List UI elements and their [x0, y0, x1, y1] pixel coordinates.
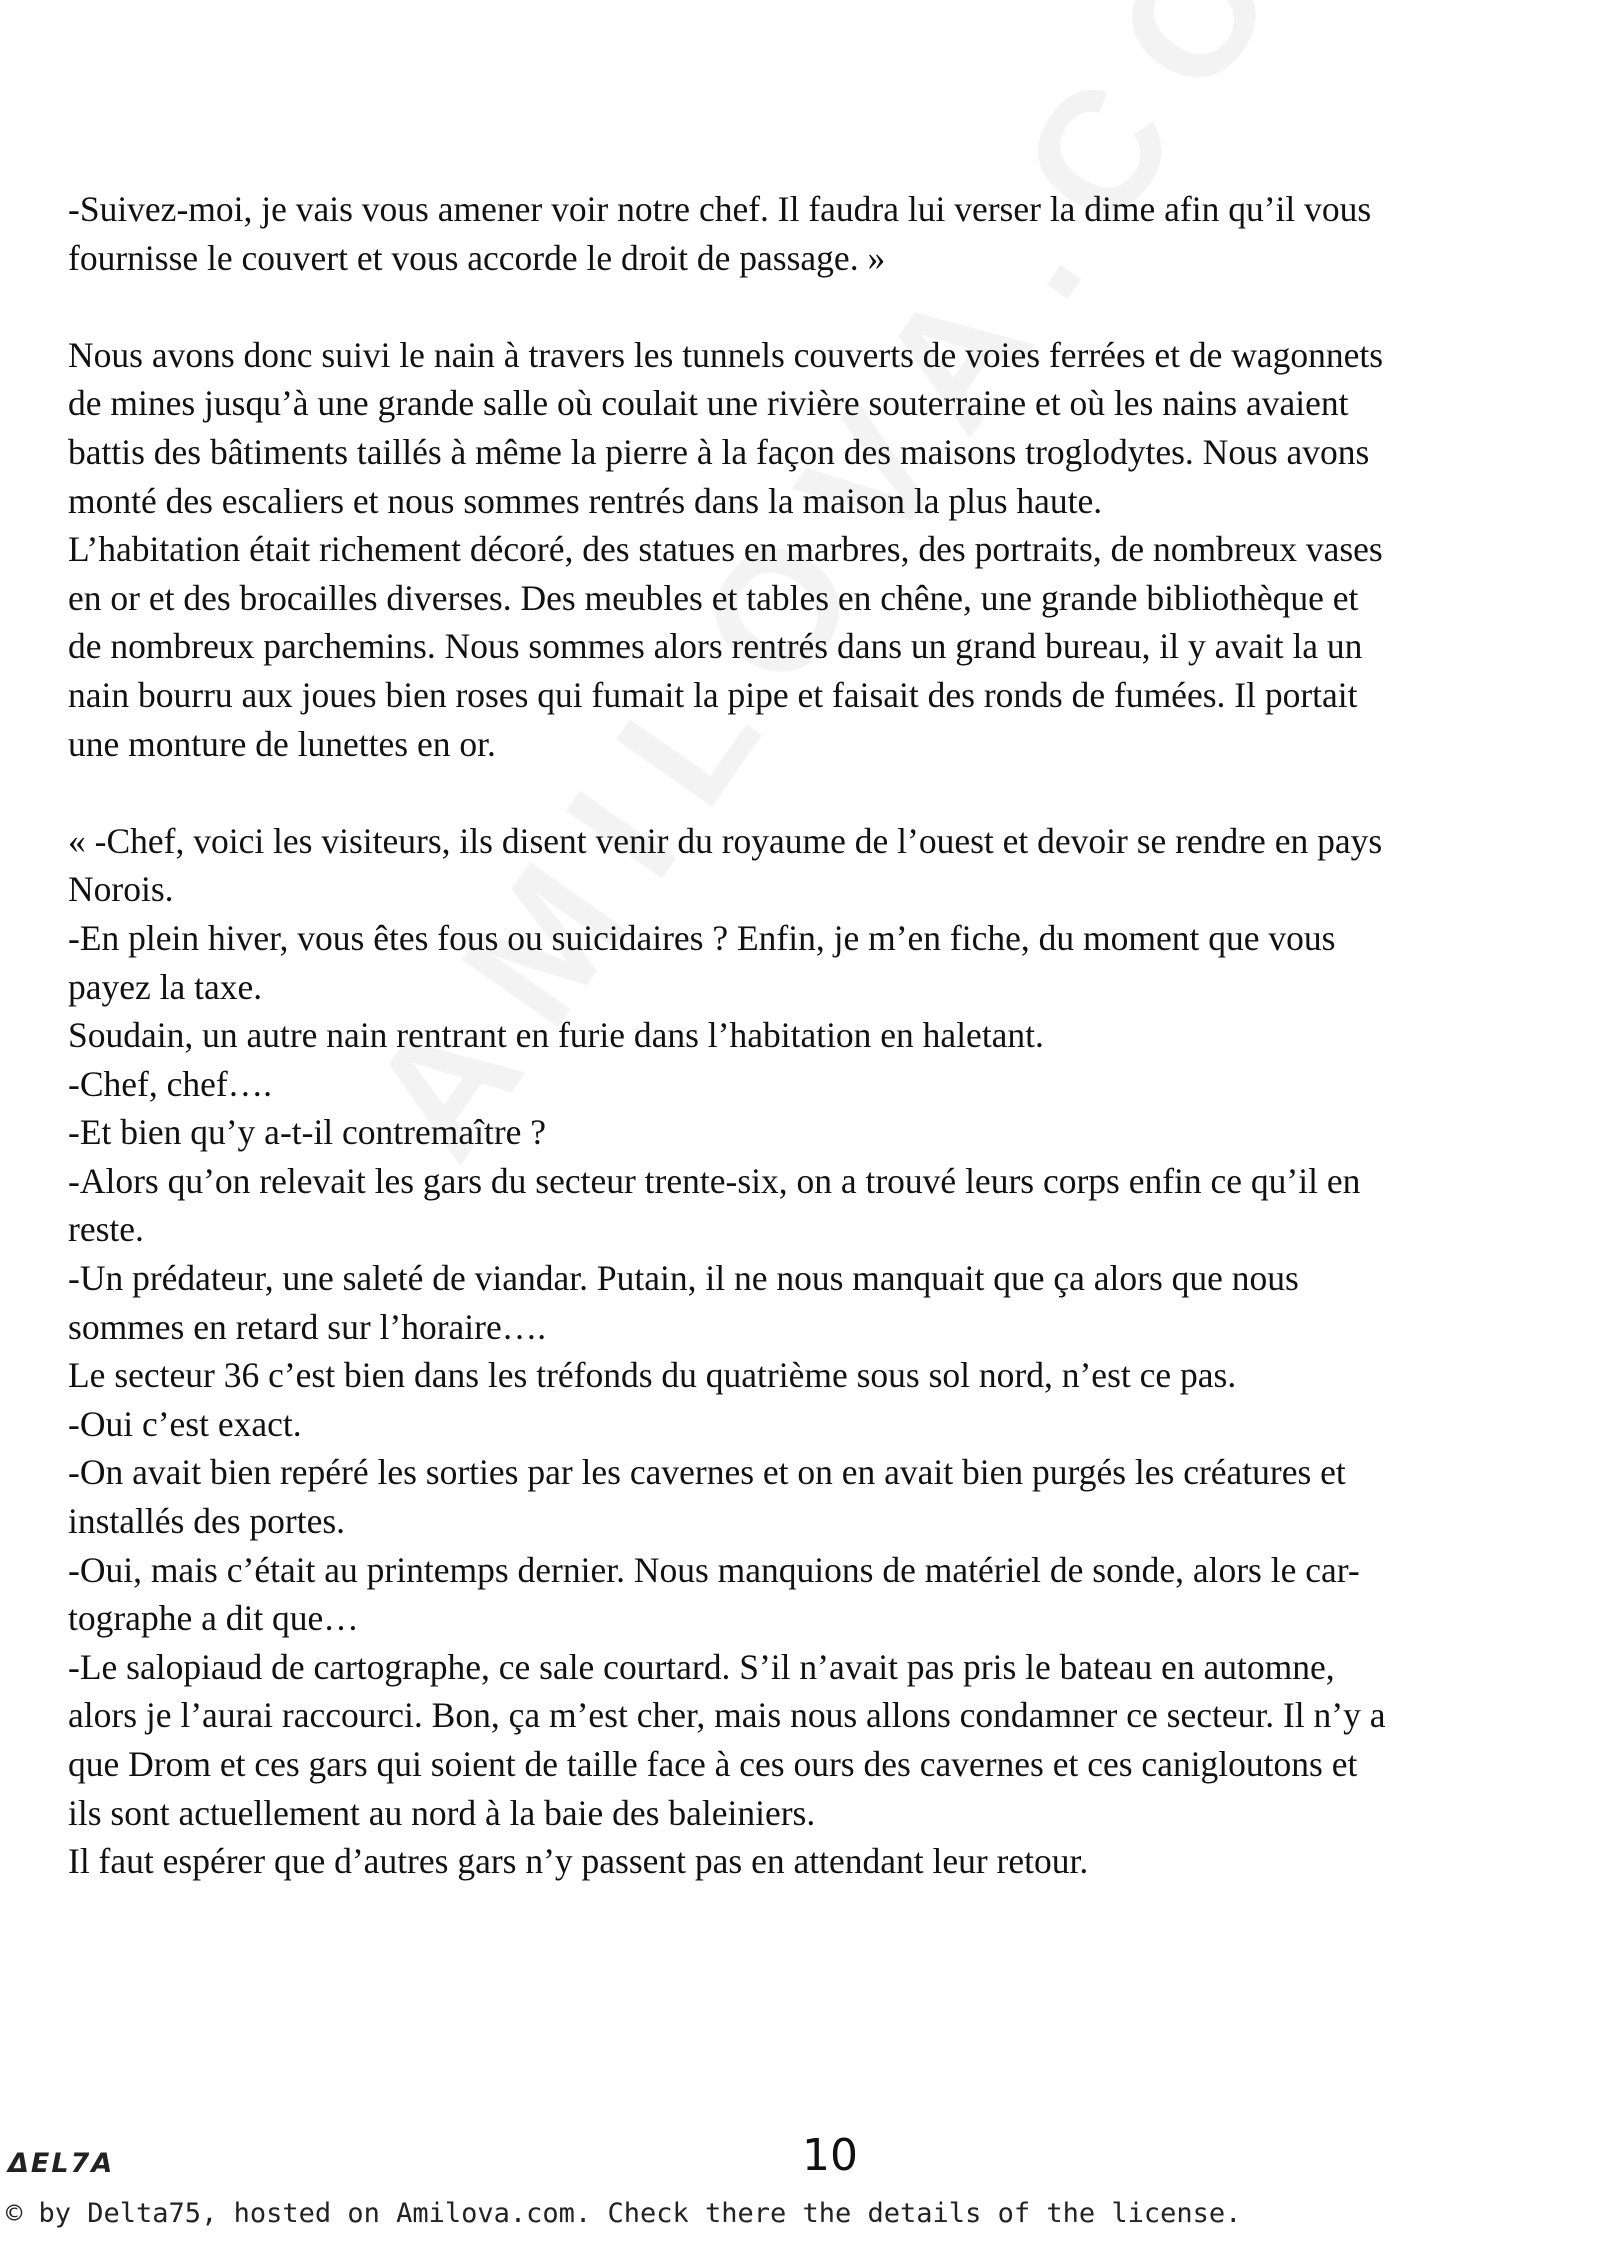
paragraph-gap	[68, 282, 1588, 331]
text-line: reste.	[68, 1209, 144, 1250]
text-line: installés des portes.	[68, 1501, 346, 1542]
text-line: en or et des brocailles diverses. Des meubles et tables en chêne, une grande bibliothèque et	[68, 577, 1359, 618]
text-line: une monture de lunettes en or.	[68, 723, 496, 764]
text-line: fournisse le couvert et vous accorde le droit de passage. »	[68, 237, 886, 278]
text-line: tographe a dit que…	[68, 1598, 359, 1639]
text-line: battis des bâtiments taillés à même la pierre à la façon des maisons troglodytes. Nous avons	[68, 431, 1370, 472]
text-line: alors je l’aurai raccourci. Bon, ça m’est cher, mais nous allons condamner ce secteur. Il n’y a	[68, 1695, 1386, 1736]
text-line: -Chef, chef….	[68, 1063, 273, 1104]
text-line: -Oui, mais c’était au printemps dernier. Nous manquions de matériel de sonde, alors le car-	[68, 1549, 1360, 1590]
text-line: -On avait bien repéré les sorties par les cavernes et on en avait bien purgés les créatures et	[68, 1452, 1346, 1493]
text-line: payez la taxe.	[68, 966, 263, 1007]
text-line: de mines jusqu’à une grande salle où coulait une rivière souterraine et où les nains avaient	[68, 383, 1349, 424]
text-line: de nombreux parchemins. Nous sommes alors rentrés dans un grand bureau, il y avait la un	[68, 626, 1363, 667]
copyright-notice: © by Delta75, hosted on Amilova.com. Check there the details of the license.	[6, 2198, 1242, 2229]
text-line: -Le salopiaud de cartographe, ce sale courtard. S’il n’avait pas pris le bateau en automne,	[68, 1646, 1335, 1687]
text-line: -En plein hiver, vous êtes fous ou suicidaires ? Enfin, je m’en fiche, du moment que vous	[68, 917, 1336, 958]
text-line: nain bourru aux joues bien roses qui fumait la pipe et faisait des ronds de fumées. Il portait	[68, 674, 1358, 715]
text-line: -Un prédateur, une saleté de viandar. Putain, il ne nous manquait que ça alors que nous	[68, 1258, 1299, 1299]
text-line: L’habitation était richement décoré, des statues en marbres, des portraits, de nombreux vases	[68, 529, 1383, 570]
text-line: ils sont actuellement au nord à la baie des baleiniers.	[68, 1792, 816, 1833]
text-line: -Et bien qu’y a-t-il contremaître ?	[68, 1112, 547, 1153]
author-logo: ΔEL7A	[8, 2148, 115, 2179]
text-line: Soudain, un autre nain rentrant en furie dans l’habitation en haletant.	[68, 1015, 1044, 1056]
text-line: -Alors qu’on relevait les gars du secteur trente-six, on a trouvé leurs corps enfin ce qu’il en	[68, 1160, 1361, 1201]
text-line: que Drom et ces gars qui soient de taille face à ces ours des cavernes et ces canigloutons et	[68, 1744, 1358, 1784]
paragraph-gap	[68, 768, 1588, 817]
text-line: -Oui c’est exact.	[68, 1403, 302, 1444]
text-line: -Suivez-moi, je vais vous amener voir notre chef. Il faudra lui verser la dime afin qu’il vous	[68, 189, 1372, 229]
text-line: Le secteur 36 c’est bien dans les tréfonds du quatrième sous sol nord, n’est ce pas.	[68, 1355, 1237, 1396]
text-line: Il faut espérer que d’autres gars n’y passent pas en attendant leur retour.	[68, 1841, 1089, 1882]
body-text	[68, 185, 1588, 1886]
text-line: « -Chef, voici les visiteurs, ils disent venir du royaume de l’ouest et devoir se rendre en pays	[68, 820, 1383, 861]
text-line: Norois.	[68, 869, 174, 910]
text-line: monté des escaliers et nous sommes rentrés dans la maison la plus haute.	[68, 480, 1103, 521]
text-line: Nous avons donc suivi le nain à travers les tunnels couverts de voies ferrées et de wagonnets	[68, 334, 1384, 375]
text-line: sommes en retard sur l’horaire….	[68, 1306, 547, 1347]
page-number: 10	[802, 2130, 858, 2181]
